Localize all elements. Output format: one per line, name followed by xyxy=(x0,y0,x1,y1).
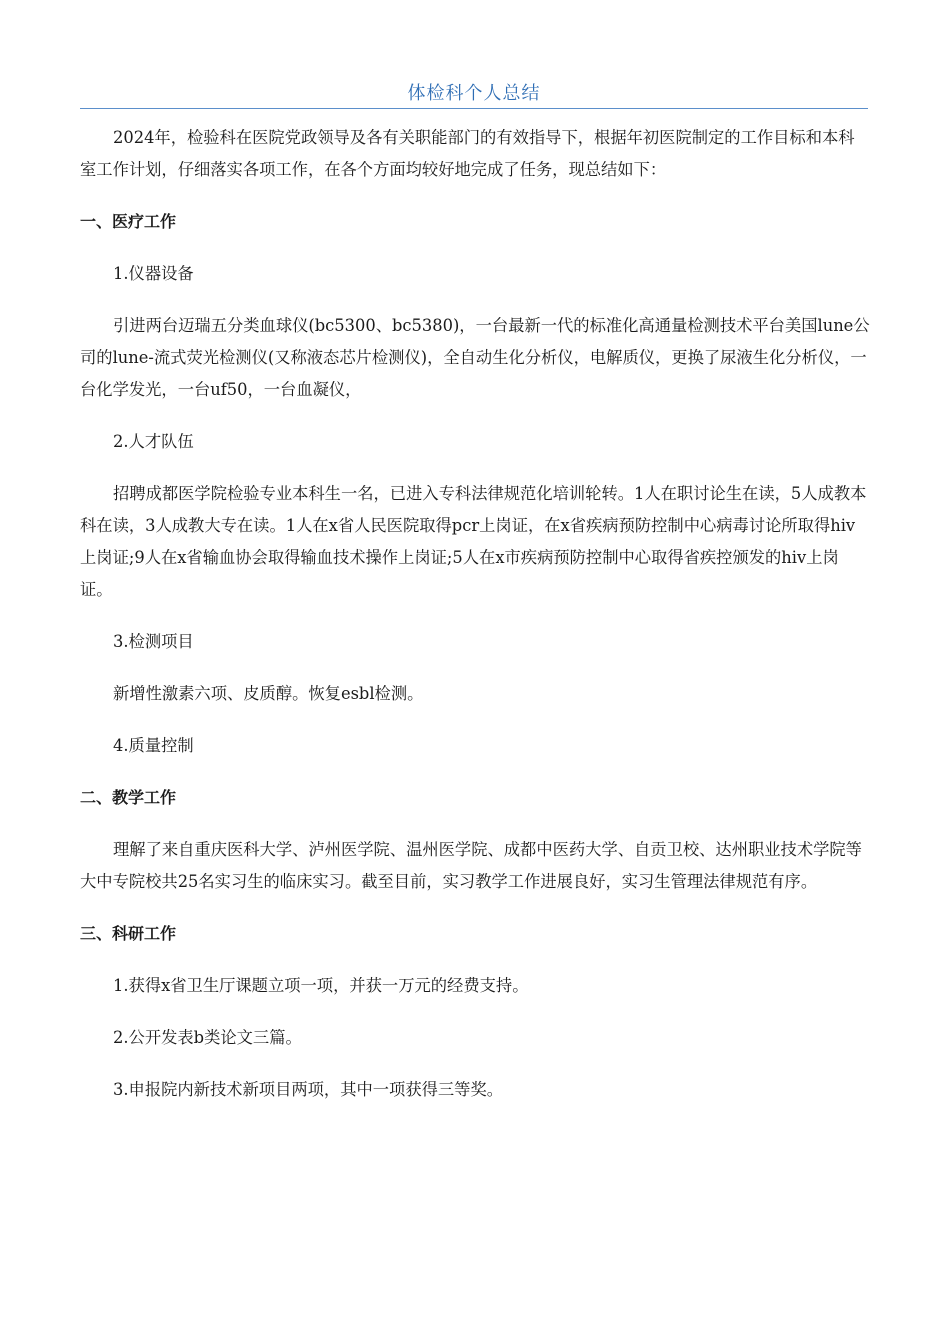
tests-paragraph: 新增性激素六项、皮质醇。恢复esbl检测。 xyxy=(113,684,424,703)
section-heading-medical: 一、医疗工作 xyxy=(80,212,177,231)
research-item-1: 1.获得x省卫生厅课题立项一项，并获一万元的经费支持。 xyxy=(113,976,529,995)
subheading-tests: 3.检测项目 xyxy=(113,632,194,651)
research-item-3: 3.申报院内新技术新项目两项，其中一项获得三等奖。 xyxy=(113,1080,504,1099)
document-title: 体检科个人总结 xyxy=(407,83,541,104)
subheading-equipment: 1.仪器设备 xyxy=(113,264,194,283)
subheading-quality: 4.质量控制 xyxy=(113,736,194,755)
staff-paragraph: 招聘成都医学院检验专业本科生一名，已进入专科法律规范化培训轮转。1人在职讨论生在读，5人成教本科在读，3人成教大专在读。1人在x省人民医院取得pcr上岗证，在x省疾病预防控制中心病毒讨论所取得hiv上岗证;9人在x省输血协会取得输血技术操作上岗证;5人在x市疾病预防控制中心取得省疾控颁发的hiv上岗证。 xyxy=(80,484,867,599)
research-item-2: 2.公开发表b类论文三篇。 xyxy=(113,1028,302,1047)
subheading-staff: 2.人才队伍 xyxy=(113,432,194,451)
title-divider xyxy=(80,108,868,109)
teaching-paragraph: 理解了来自重庆医科大学、泸州医学院、温州医学院、成都中医药大学、自贡卫校、达州职业技术学院等大中专院校共25名实习生的临床实习。截至目前，实习教学工作进展良好，实习生管理法律规范有序。 xyxy=(80,840,862,891)
document-body xyxy=(80,122,870,1106)
section-heading-research: 三、科研工作 xyxy=(80,924,177,943)
section-heading-teaching: 二、教学工作 xyxy=(80,788,177,807)
intro-paragraph: 2024年，检验科在医院党政领导及各有关职能部门的有效指导下，根据年初医院制定的工作目标和本科室工作计划，仔细落实各项工作，在各个方面均较好地完成了任务，现总结如下： xyxy=(80,128,855,179)
equipment-paragraph: 引进两台迈瑞五分类血球仪(bc5300、bc5380)，一台最新一代的标准化高通量检测技术平台美国lune公司的lune-流式荧光检测仪(又称液态芯片检测仪)，全自动生化分析仪，电解质仪，更换了尿液生化分析仪，一台化学发光，一台uf50，一台血凝仪， xyxy=(80,316,870,399)
